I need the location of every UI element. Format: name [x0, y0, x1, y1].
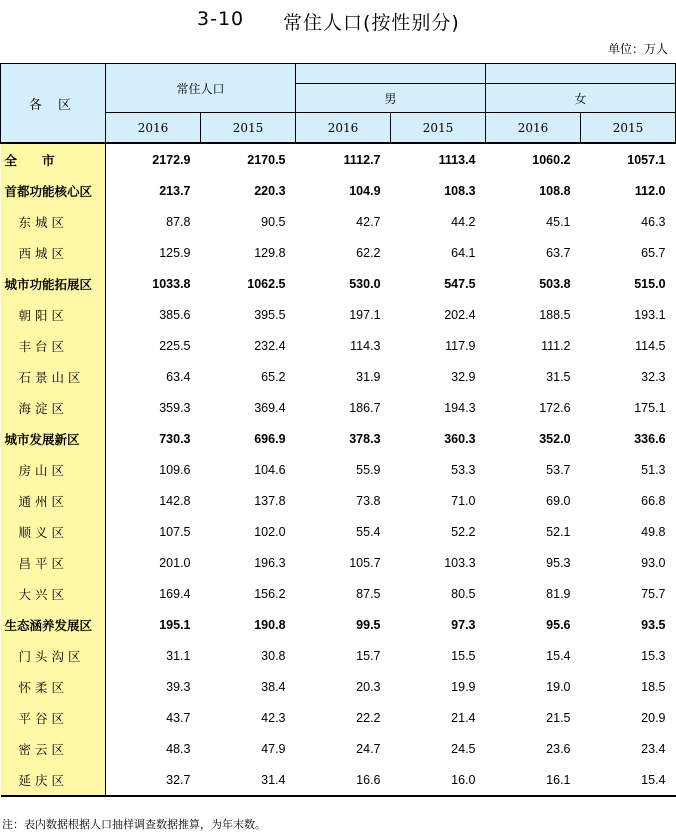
value-cell: 53.3 [451, 462, 476, 477]
table-title-text: 常住人口(按性别分) [283, 12, 460, 34]
value-cell: 220.3 [254, 183, 286, 198]
header-female-spacer [486, 64, 676, 84]
region-name: 全 市 [1, 143, 106, 175]
header-year: 2016 [106, 113, 201, 144]
value-cell: 125.9 [159, 245, 191, 260]
value-cell: 15.4 [581, 764, 676, 796]
region-name: 通州区 [1, 485, 106, 516]
table-row [1, 733, 676, 764]
header-region: 各 区 [1, 64, 106, 144]
value-cell: 19.9 [451, 679, 476, 694]
value-cell: 31.4 [201, 764, 296, 796]
table-row [1, 671, 676, 702]
value-cell: 111.2 [541, 338, 571, 353]
table-body [1, 143, 676, 796]
value-cell: 1062.5 [247, 276, 286, 291]
header-male: 男 [296, 84, 486, 113]
value-cell: 175.1 [634, 400, 666, 415]
region-name: 丰台区 [1, 330, 106, 361]
value-cell: 63.4 [166, 369, 191, 384]
value-cell: 15.4 [546, 648, 571, 663]
table-row [1, 268, 676, 299]
value-cell: 137.8 [254, 493, 286, 508]
value-cell: 52.2 [451, 524, 476, 539]
value-cell: 15.3 [641, 648, 666, 663]
region-name: 生态涵养发展区 [1, 609, 106, 640]
value-cell: 15.7 [356, 648, 381, 663]
region-name: 朝阳区 [1, 299, 106, 330]
value-cell: 24.5 [451, 741, 476, 756]
value-cell: 530.0 [349, 276, 381, 291]
region-name: 城市发展新区 [1, 423, 106, 454]
value-cell: 20.9 [641, 710, 666, 725]
value-cell: 112.0 [634, 183, 666, 198]
value-cell: 46.3 [641, 214, 666, 229]
region-name: 石景山区 [1, 361, 106, 392]
value-cell: 378.3 [349, 431, 381, 446]
value-cell: 336.6 [634, 431, 666, 446]
value-cell: 39.3 [166, 679, 191, 694]
value-cell: 117.9 [445, 338, 476, 353]
value-cell: 369.4 [254, 400, 286, 415]
value-cell: 104.9 [349, 183, 381, 198]
table-row [1, 578, 676, 609]
value-cell: 360.3 [444, 431, 476, 446]
value-cell: 1113.4 [391, 143, 486, 175]
unit-label: 单位：万人 [607, 42, 668, 56]
value-cell: 23.6 [546, 741, 571, 756]
table-row [1, 392, 676, 423]
value-cell: 23.4 [641, 741, 666, 756]
region-name: 房山区 [1, 454, 106, 485]
table-row [1, 299, 676, 330]
value-cell: 2172.9 [106, 143, 201, 175]
value-cell: 352.0 [539, 431, 571, 446]
value-cell: 71.0 [451, 493, 476, 508]
header-year: 2015 [581, 113, 676, 144]
population-table [0, 63, 676, 797]
value-cell: 44.2 [451, 214, 476, 229]
value-cell: 547.5 [444, 276, 476, 291]
value-cell: 32.3 [641, 369, 666, 384]
value-cell: 93.0 [641, 555, 666, 570]
value-cell: 75.7 [641, 586, 666, 601]
value-cell: 47.9 [261, 741, 286, 756]
table-row [1, 423, 676, 454]
value-cell: 196.3 [254, 555, 286, 570]
value-cell: 195.1 [159, 617, 191, 632]
value-cell: 42.7 [356, 214, 381, 229]
value-cell: 515.0 [634, 276, 666, 291]
table-row [1, 206, 676, 237]
value-cell: 186.7 [349, 400, 381, 415]
value-cell: 97.3 [451, 617, 476, 632]
value-cell: 42.3 [261, 710, 286, 725]
region-name: 城市功能拓展区 [1, 268, 106, 299]
value-cell: 395.5 [254, 307, 286, 322]
value-cell: 80.5 [451, 586, 476, 601]
value-cell: 172.6 [539, 400, 571, 415]
region-name: 大兴区 [1, 578, 106, 609]
value-cell: 24.7 [356, 741, 381, 756]
header-male-spacer [296, 64, 486, 84]
value-cell: 95.6 [546, 617, 571, 632]
region-name: 延庆区 [1, 764, 106, 796]
value-cell: 49.8 [641, 524, 666, 539]
header-year: 2015 [201, 113, 296, 144]
value-cell: 55.9 [356, 462, 381, 477]
value-cell: 31.9 [356, 369, 381, 384]
value-cell: 64.1 [451, 245, 476, 260]
value-cell: 114.5 [635, 338, 666, 353]
value-cell: 109.6 [159, 462, 191, 477]
value-cell: 190.8 [254, 617, 286, 632]
value-cell: 87.5 [356, 586, 381, 601]
value-cell: 194.3 [444, 400, 476, 415]
value-cell: 1033.8 [152, 276, 191, 291]
value-cell: 18.5 [641, 679, 666, 694]
value-cell: 213.7 [159, 183, 191, 198]
table-row [1, 764, 676, 796]
value-cell: 232.4 [254, 338, 286, 353]
value-cell: 32.7 [106, 764, 201, 796]
value-cell: 63.7 [546, 245, 571, 260]
table-row [1, 143, 676, 175]
value-cell: 108.3 [444, 183, 476, 198]
value-cell: 16.0 [391, 764, 486, 796]
footnote: 注：表内数据根据人口抽样调查数据推算，为年末数。 [2, 818, 266, 831]
value-cell: 53.7 [546, 462, 571, 477]
value-cell: 1112.7 [296, 143, 391, 175]
value-cell: 62.2 [356, 245, 381, 260]
region-name: 密云区 [1, 733, 106, 764]
table-header [1, 64, 676, 144]
value-cell: 103.3 [444, 555, 476, 570]
value-cell: 104.6 [254, 462, 286, 477]
header-total: 常住人口 [106, 64, 296, 113]
value-cell: 19.0 [546, 679, 571, 694]
value-cell: 95.3 [546, 555, 571, 570]
value-cell: 20.3 [356, 679, 381, 694]
table-row [1, 175, 676, 206]
value-cell: 188.5 [539, 307, 571, 322]
value-cell: 2170.5 [201, 143, 296, 175]
value-cell: 99.5 [356, 617, 381, 632]
value-cell: 16.1 [486, 764, 581, 796]
header-year: 2015 [391, 113, 486, 144]
table-row [1, 640, 676, 671]
value-cell: 90.5 [261, 214, 286, 229]
value-cell: 503.8 [539, 276, 571, 291]
region-name: 平谷区 [1, 702, 106, 733]
value-cell: 108.8 [539, 183, 571, 198]
header-year: 2016 [486, 113, 581, 144]
value-cell: 202.4 [444, 307, 476, 322]
region-name: 东城区 [1, 206, 106, 237]
value-cell: 16.6 [296, 764, 391, 796]
value-cell: 197.1 [349, 307, 381, 322]
value-cell: 32.9 [451, 369, 476, 384]
value-cell: 359.3 [159, 400, 191, 415]
value-cell: 696.9 [254, 431, 286, 446]
table-row [1, 516, 676, 547]
value-cell: 31.1 [166, 648, 191, 663]
value-cell: 15.5 [451, 648, 476, 663]
region-name: 顺义区 [1, 516, 106, 547]
value-cell: 51.3 [641, 462, 666, 477]
table-row [1, 237, 676, 268]
value-cell: 21.4 [451, 710, 476, 725]
value-cell: 81.9 [546, 586, 571, 601]
value-cell: 65.7 [641, 245, 666, 260]
value-cell: 93.5 [641, 617, 666, 632]
value-cell: 45.1 [546, 214, 571, 229]
table-row [1, 547, 676, 578]
table-row [1, 330, 676, 361]
value-cell: 105.7 [349, 555, 381, 570]
value-cell: 193.1 [634, 307, 666, 322]
value-cell: 142.8 [159, 493, 191, 508]
value-cell: 38.4 [261, 679, 286, 694]
header-year: 2016 [296, 113, 391, 144]
value-cell: 385.6 [159, 307, 191, 322]
value-cell: 129.8 [254, 245, 286, 260]
value-cell: 201.0 [159, 555, 191, 570]
value-cell: 65.2 [261, 369, 286, 384]
table-row [1, 609, 676, 640]
value-cell: 73.8 [356, 493, 381, 508]
table-title [0, 6, 676, 34]
value-cell: 31.5 [546, 369, 571, 384]
table-row [1, 485, 676, 516]
value-cell: 87.8 [166, 214, 191, 229]
header-female: 女 [486, 84, 676, 113]
region-name: 昌平区 [1, 547, 106, 578]
value-cell: 156.2 [254, 586, 286, 601]
value-cell: 21.5 [546, 710, 571, 725]
value-cell: 22.2 [356, 710, 381, 725]
region-name: 海淀区 [1, 392, 106, 423]
table-row [1, 454, 676, 485]
region-name: 首都功能核心区 [1, 175, 106, 206]
value-cell: 30.8 [261, 648, 286, 663]
value-cell: 43.7 [166, 710, 191, 725]
region-name: 怀柔区 [1, 671, 106, 702]
value-cell: 107.5 [159, 524, 191, 539]
value-cell: 1057.1 [581, 143, 676, 175]
table-number: 3-10 [197, 8, 245, 30]
value-cell: 52.1 [546, 524, 571, 539]
value-cell: 102.0 [254, 524, 286, 539]
table-row [1, 702, 676, 733]
value-cell: 169.4 [159, 586, 191, 601]
value-cell: 66.8 [641, 493, 666, 508]
value-cell: 55.4 [356, 524, 381, 539]
value-cell: 69.0 [546, 493, 571, 508]
region-name: 西城区 [1, 237, 106, 268]
value-cell: 730.3 [159, 431, 191, 446]
table-row [1, 361, 676, 392]
region-name: 门头沟区 [1, 640, 106, 671]
value-cell: 1060.2 [486, 143, 581, 175]
value-cell: 114.3 [350, 338, 381, 353]
value-cell: 48.3 [166, 741, 191, 756]
value-cell: 225.5 [159, 338, 191, 353]
